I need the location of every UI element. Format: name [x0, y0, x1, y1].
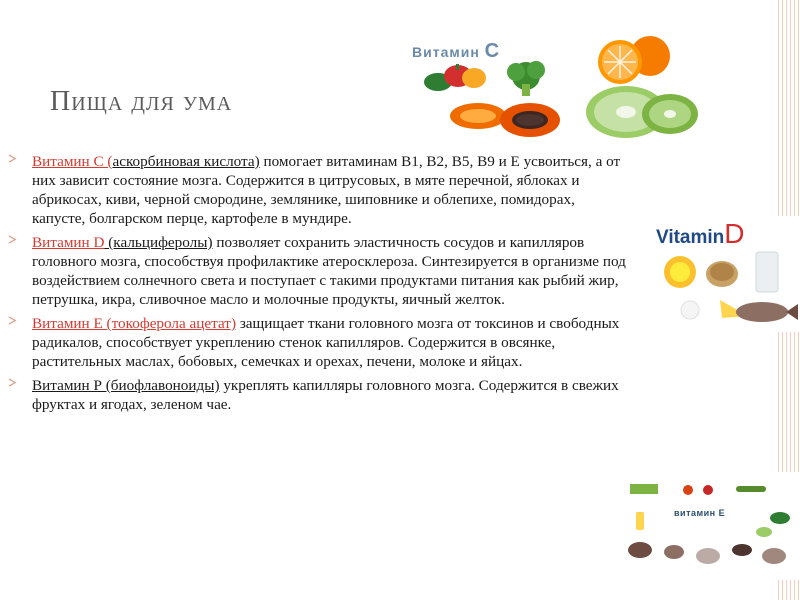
bullet-arrow-icon: [8, 316, 17, 325]
slide-title: Пища для ума: [50, 86, 233, 117]
vitamin-d-subheading: (кальциферолы): [104, 234, 213, 251]
vitamin-d-label-word: Vitamin: [656, 227, 725, 248]
vitamin-e-image: [624, 472, 800, 580]
vitamin-d-image: [650, 216, 800, 332]
bullet-item-vitamin-c: [8, 152, 628, 228]
vitamin-c-subheading: аскорбиновая кислота): [112, 153, 260, 170]
bullet-item-vitamin-e: [8, 314, 628, 371]
vitamin-d-heading: Витамин D: [32, 234, 105, 251]
vitamin-c-label-prefix: Витамин: [412, 44, 485, 60]
vitamin-d-label-letter: D: [724, 218, 745, 249]
vitamin-e-foods-illustration: [624, 472, 800, 580]
vitamin-d-text: позволяет сохранить эластичность сосудов и капилляров головного мозга, способствуя профилактике атеросклероза. Синтезируется в организме под воздействием солнечного света и поступает с такими продуктами питания как рыбий жир, петрушка, икра, сливочное масло и молочные продукты, яичный желток.: [32, 234, 626, 308]
bullet-item-vitamin-p: [8, 376, 628, 414]
vitamin-p-text: укреплять капилляры головного мозга. Содержится в свежих фруктах и ягодах, зеленом чае.: [32, 377, 619, 413]
vitamin-c-heading: Витамин С (: [32, 153, 113, 170]
vitamin-e-text: защищает ткани головного мозга от токсинов и свободных радикалов, способствует укреплению стенок капилляров. Содержится в овсянке, растительных маслах, бобовых, семечках и орехах, печени, молоке и яйцах.: [32, 315, 620, 370]
bullet-item-vitamin-d: [8, 233, 628, 309]
vitamin-p-subheading: Витамин Р (биофлавоноиды): [32, 377, 220, 394]
vitamin-e-heading: Витамин Е (токоферола ацетат): [32, 315, 237, 332]
bullet-arrow-icon: [8, 154, 17, 163]
vitamin-c-fruits-illustration: [408, 34, 714, 144]
vitamin-e-label: витамин E: [674, 508, 726, 518]
vitamin-d-foods-illustration: [650, 216, 800, 332]
bullet-arrow-icon: [8, 235, 17, 244]
vitamin-c-text: помогает витаминам В1, В2, В5, В9 и Е усвоиться, а от них зависит состояние мозга. Содержится в цитрусовых, в мяте перечной, яблоках и абрикосах, киви, черной смородине, землянике, шиповнике и облепихе, помидорах, капусте, болгарском перце, картофеле в мундире.: [32, 153, 621, 227]
vitamin-c-image: [408, 34, 714, 144]
bullet-arrow-icon: [8, 378, 17, 387]
vitamin-c-label-letter: С: [484, 40, 501, 62]
slide-content: [8, 152, 628, 419]
